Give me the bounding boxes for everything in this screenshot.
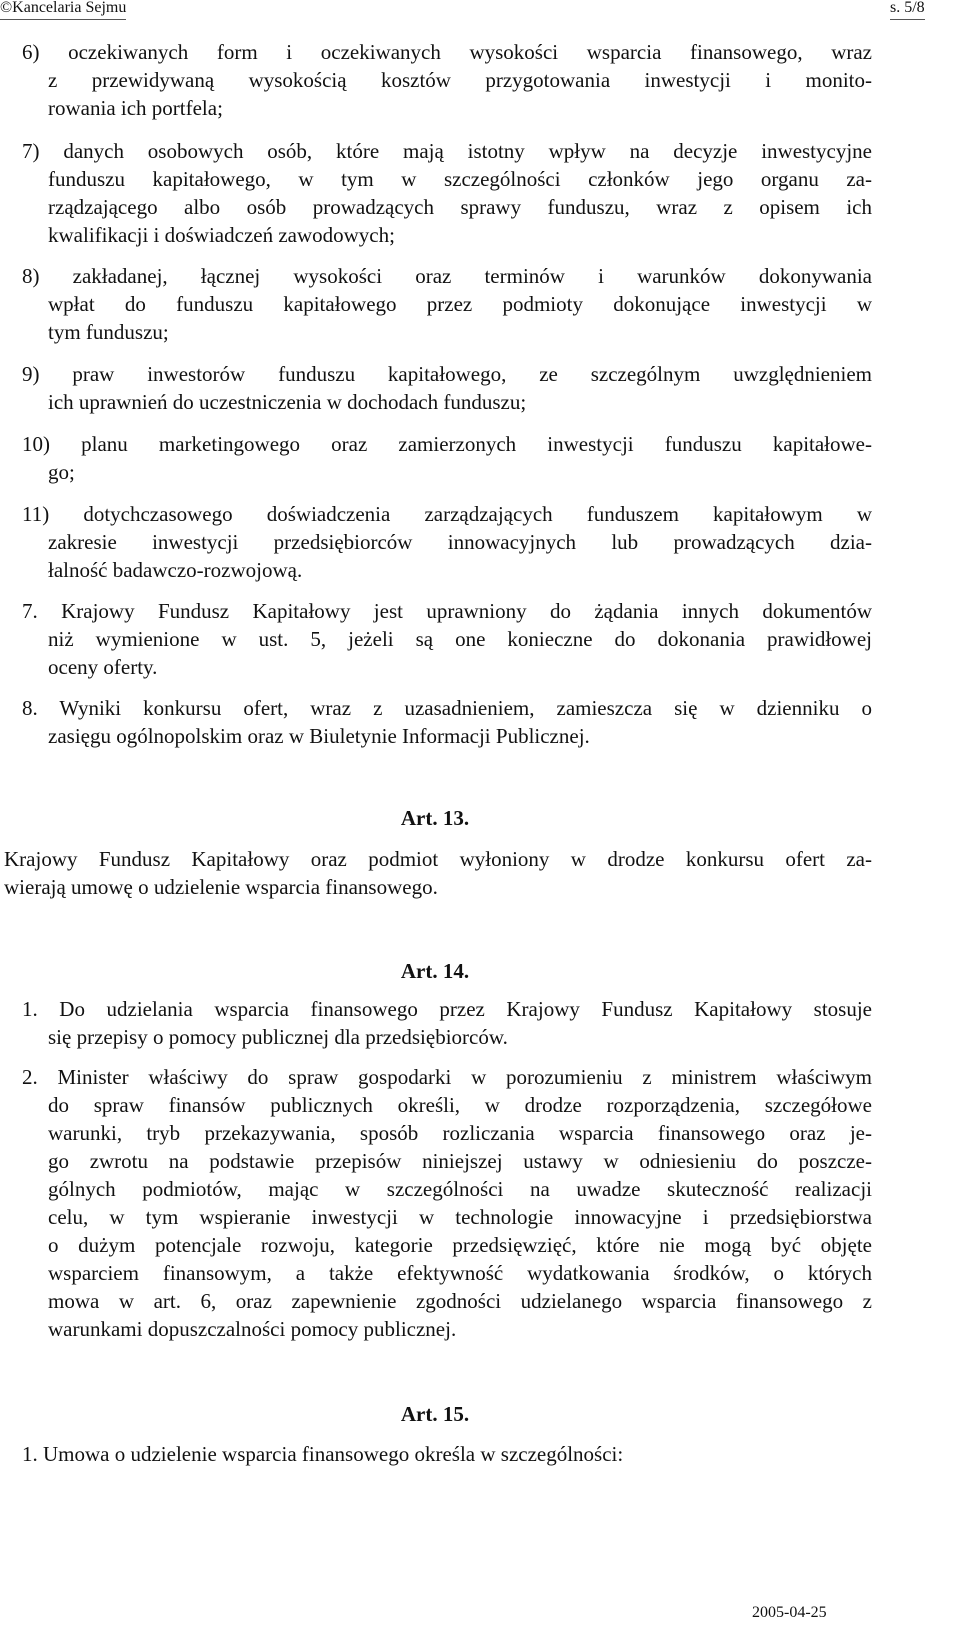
list-item-10 — [22, 430, 872, 486]
paragraph-line: oceny oferty. — [48, 655, 158, 679]
paragraph-line: 8. Wyniki konkursu ofert, wraz z uzasadnieniem, zamieszcza się w dzienniku o — [22, 696, 872, 720]
list-item-line: go; — [48, 460, 75, 484]
list-item-8 — [22, 262, 872, 346]
paragraph-line: zasięgu ogólnopolskim oraz w Biuletynie Informacji Publicznej. — [48, 724, 590, 748]
paragraph-line: się przepisy o pomocy publicznej dla przedsiębiorców. — [48, 1025, 508, 1049]
paragraph-line: go zwrotu na podstawie przepisów niniejszej ustawy w odniesieniu do poszcze- — [48, 1149, 872, 1173]
header-page-number: s. 5/8 — [890, 0, 925, 20]
list-item-line: tym funduszu; — [48, 320, 169, 344]
paragraph-ust-8 — [22, 694, 872, 750]
list-item-line: 6) oczekiwanych form i oczekiwanych wysokości wsparcia finansowego, wraz — [22, 40, 872, 64]
paragraph-line: warunkami dopuszczalności pomocy publicznej. — [48, 1317, 457, 1341]
list-item-line: ich uprawnień do uczestniczenia w dochodach funduszu; — [48, 390, 527, 414]
list-item-line: kwalifikacji i doświadczeń zawodowych; — [48, 223, 395, 247]
list-item-line: 10) planu marketingowego oraz zamierzonych inwestycji funduszu kapitałowe- — [22, 432, 872, 456]
paragraph-line: o dużym potencjale rozwoju, kategorie przedsięwzięć, które nie mogą być objęte — [48, 1233, 872, 1257]
list-item-line: 11) dotychczasowego doświadczenia zarządzających funduszem kapitałowym w — [22, 502, 872, 526]
article-15-heading: Art. 15. — [400, 1402, 470, 1426]
footer-date: 2005-04-25 — [752, 1604, 827, 1621]
list-item-line: funduszu kapitałowego, w tym w szczególności członków jego organu za- — [48, 167, 872, 191]
paragraph-line: warunki, tryb przekazywania, sposób rozliczania wsparcia finansowego oraz je- — [48, 1121, 872, 1145]
paragraph-line: gólnych podmiotów, mając w szczególności na uwadze skuteczność realizacji — [48, 1177, 872, 1201]
article-15-paragraph-1 — [22, 1440, 872, 1468]
paragraph-line: mowa w art. 6, oraz zapewnienie zgodności udzielanego wsparcia finansowego z — [48, 1289, 872, 1313]
list-item-line: zakresie inwestycji przedsiębiorców innowacyjnych lub prowadzących dzia- — [48, 530, 872, 554]
article-14-heading: Art. 14. — [400, 959, 470, 983]
list-item-line: rządzającego albo osób prowadzących sprawy funduszu, wraz z opisem ich — [48, 195, 872, 219]
paragraph-line: wsparciem finansowym, a także efektywność wydatkowania środków, o których — [48, 1261, 872, 1285]
paragraph-line: 7. Krajowy Fundusz Kapitałowy jest uprawniony do żądania innych dokumentów — [22, 599, 872, 623]
list-item-6 — [22, 38, 872, 122]
article-13-text — [4, 845, 872, 901]
list-item-7 — [22, 137, 872, 249]
list-item-line: wpłat do funduszu kapitałowego przez podmioty dokonujące inwestycji w — [48, 292, 872, 316]
paragraph-ust-7 — [22, 597, 872, 681]
list-item-line: 8) zakładanej, łącznej wysokości oraz terminów i warunków dokonywania — [22, 264, 872, 288]
article-14-paragraph-2 — [22, 1063, 872, 1343]
paragraph-line: wierają umowę o udzielenie wsparcia finansowego. — [4, 875, 438, 899]
paragraph-line: do spraw finansów publicznych określi, w drodze rozporządzenia, szczegółowe — [48, 1093, 872, 1117]
article-14-paragraph-1 — [22, 995, 872, 1051]
list-item-9 — [22, 360, 872, 416]
paragraph-line: niż wymienione w ust. 5, jeżeli są one konieczne do dokonania prawidłowej — [48, 627, 872, 651]
article-13-heading: Art. 13. — [400, 806, 470, 830]
list-item-line: 7) danych osobowych osób, które mają istotny wpływ na decyzje inwestycyjne — [22, 139, 872, 163]
list-item-line: łalność badawczo-rozwojową. — [48, 558, 303, 582]
list-item-line: z przewidywaną wysokością kosztów przygotowania inwestycji i monito- — [48, 68, 872, 92]
paragraph-line: 1. Do udzielania wsparcia finansowego przez Krajowy Fundusz Kapitałowy stosuje — [22, 997, 872, 1021]
list-item-line: rowania ich portfela; — [48, 96, 223, 120]
header-copyright: ©Kancelaria Sejmu — [0, 0, 126, 20]
paragraph-line: Krajowy Fundusz Kapitałowy oraz podmiot wyłoniony w drodze konkursu ofert za- — [4, 847, 872, 871]
paragraph-line: 1. Umowa o udzielenie wsparcia finansowego określa w szczególności: — [22, 1442, 624, 1466]
list-item-line: 9) praw inwestorów funduszu kapitałowego, ze szczególnym uwzględnieniem — [22, 362, 872, 386]
paragraph-line: 2. Minister właściwy do spraw gospodarki w porozumieniu z ministrem właściwym — [22, 1065, 872, 1089]
list-item-11 — [22, 500, 872, 584]
paragraph-line: celu, w tym wspieranie inwestycji w technologie innowacyjne i przedsiębiorstwa — [48, 1205, 872, 1229]
